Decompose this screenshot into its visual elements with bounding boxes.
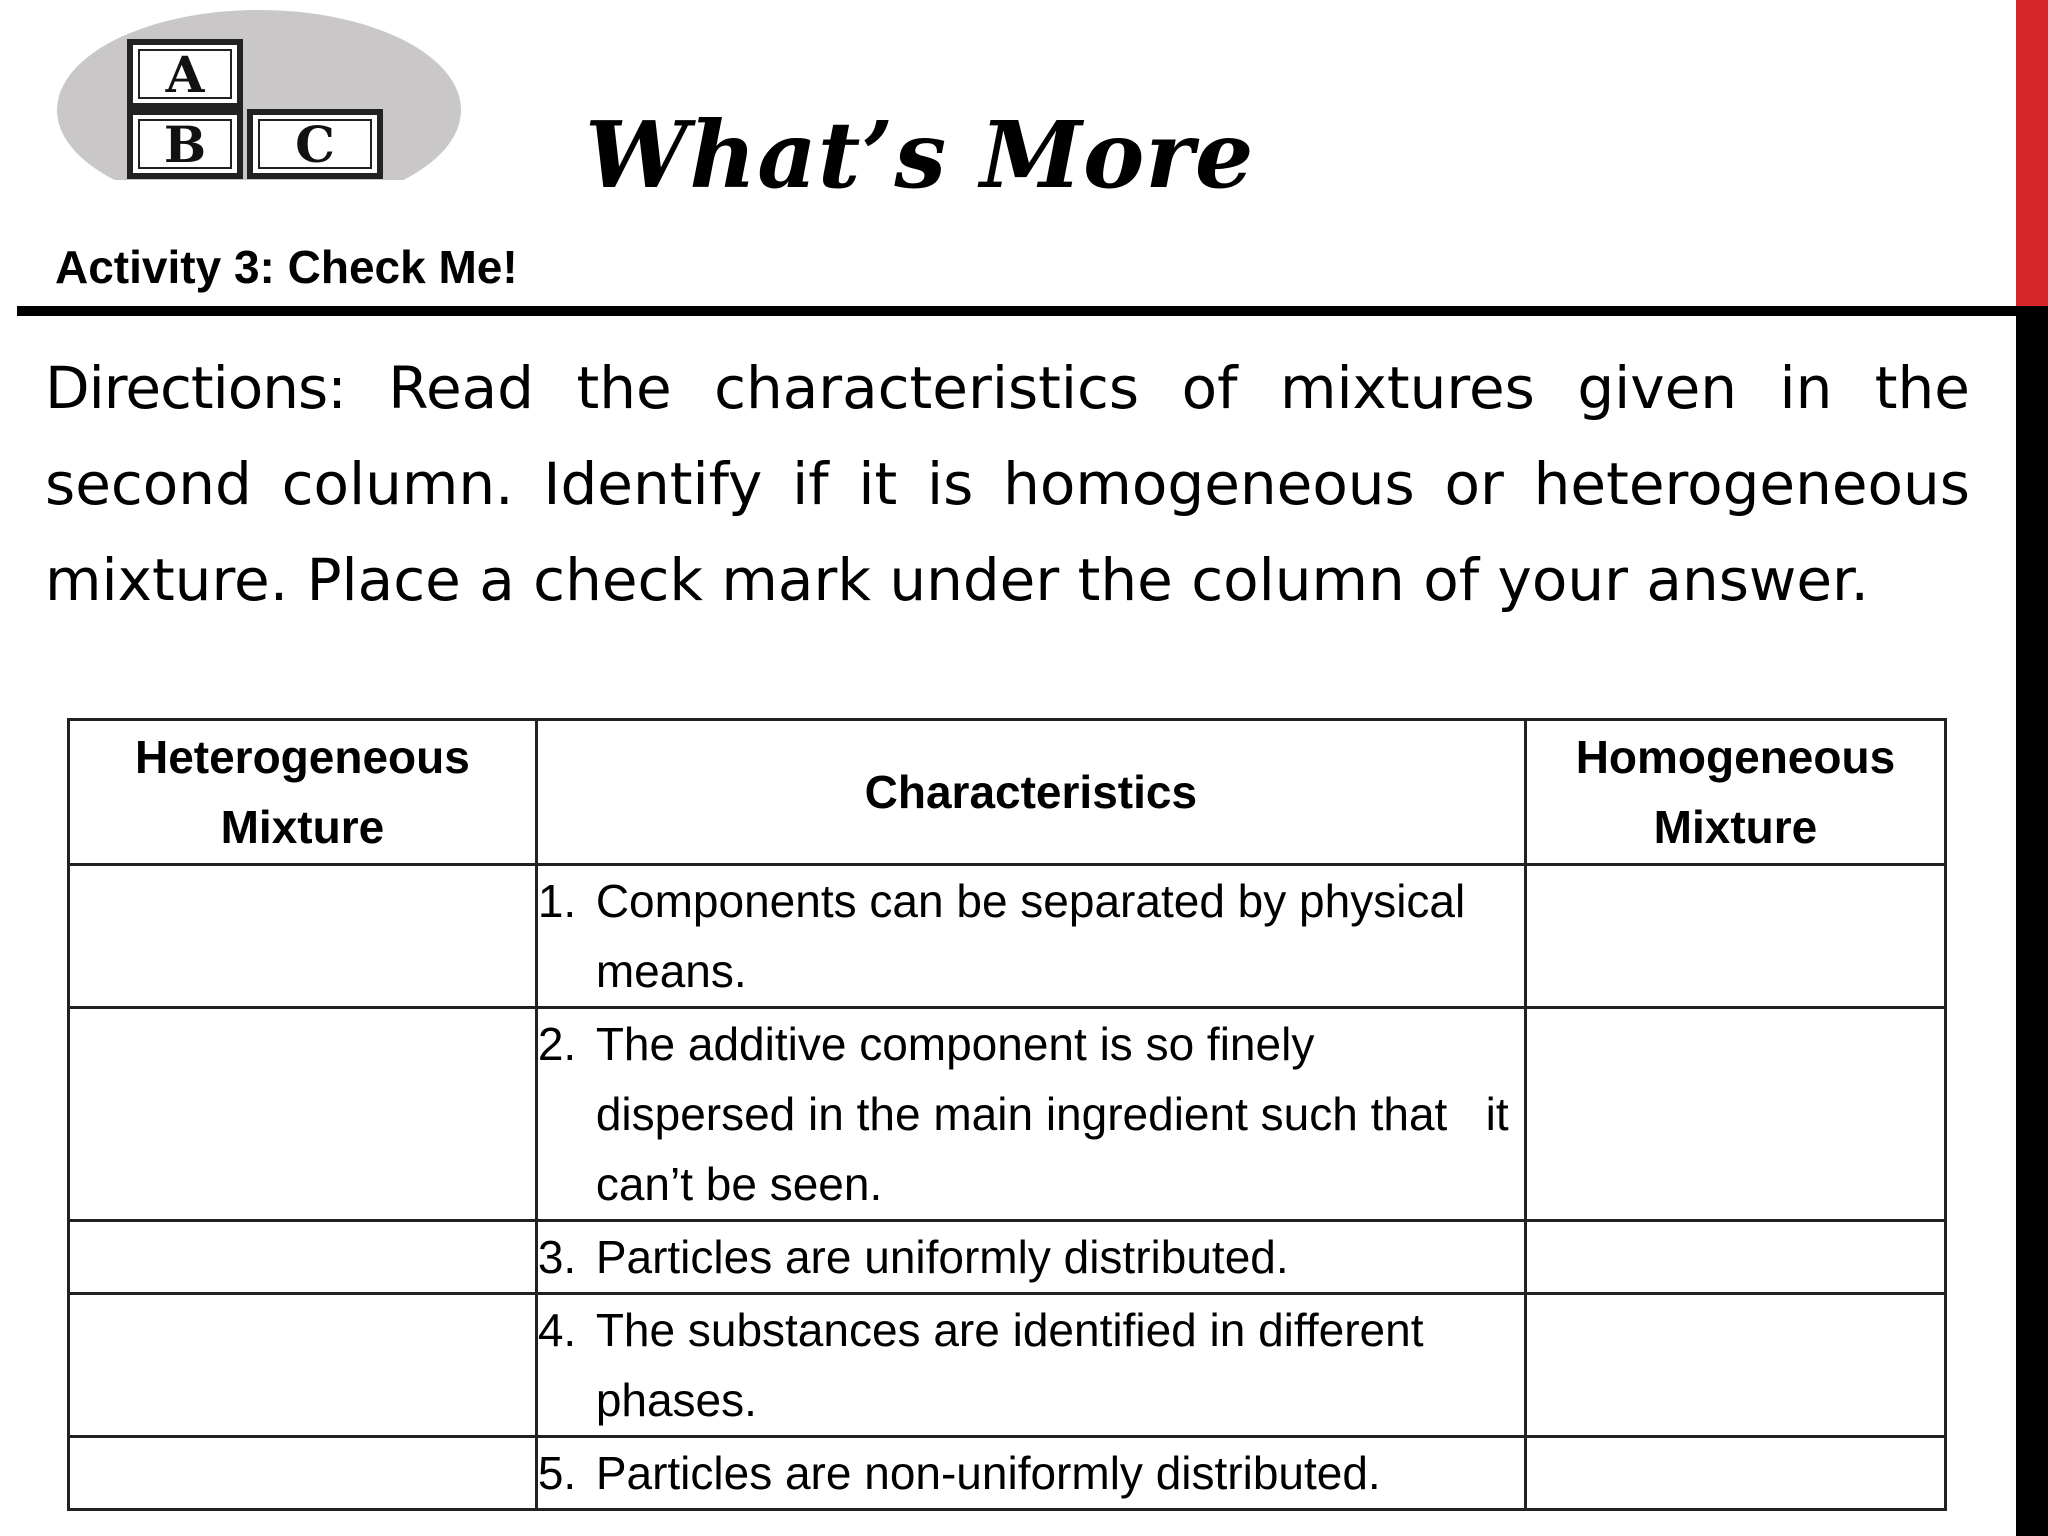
block-c-letter: C bbox=[295, 115, 335, 174]
item-number: 4. bbox=[537, 1304, 577, 1356]
activity-label: Activity 3: Check Me! bbox=[55, 241, 518, 293]
homogeneous-answer-cell[interactable] bbox=[1525, 865, 1945, 1008]
item-number: 2. bbox=[537, 1018, 577, 1070]
characteristic-cell bbox=[536, 1008, 1525, 1221]
block-c bbox=[250, 112, 380, 176]
edge-accent-red bbox=[2016, 0, 2048, 306]
characteristic-cell bbox=[536, 865, 1525, 1008]
directions-lead: Directions: bbox=[45, 354, 346, 422]
item-number: 3. bbox=[537, 1231, 577, 1283]
heterogeneous-answer-cell[interactable] bbox=[69, 1294, 537, 1437]
heterogeneous-answer-cell[interactable] bbox=[69, 1008, 537, 1221]
heterogeneous-answer-cell[interactable] bbox=[69, 1437, 537, 1510]
table-row bbox=[69, 1008, 1946, 1221]
page-title: What’s More bbox=[585, 101, 1255, 209]
table-row bbox=[69, 1294, 1946, 1437]
heterogeneous-answer-cell[interactable] bbox=[69, 1221, 537, 1294]
block-a bbox=[130, 42, 240, 106]
characteristic-cell bbox=[536, 1437, 1525, 1510]
edge-accent-black bbox=[2016, 306, 2048, 1536]
item-text: Components can be separated by physical means. bbox=[595, 875, 1479, 997]
block-b-letter: B bbox=[163, 115, 207, 174]
item-text: The additive component is so finely dispersed in the main ingredient such that it can’t be seen. bbox=[595, 1018, 1522, 1210]
characteristic-cell bbox=[536, 1221, 1525, 1294]
characteristic-cell bbox=[536, 1294, 1525, 1437]
header-heterogeneous: Heterogeneous Mixture bbox=[69, 720, 537, 865]
item-number: 1. bbox=[537, 875, 577, 927]
item-text: The substances are identified in different phases. bbox=[595, 1304, 1437, 1426]
table-row bbox=[69, 1221, 1946, 1294]
table-header-row bbox=[69, 720, 1946, 865]
homogeneous-answer-cell[interactable] bbox=[1525, 1437, 1945, 1510]
table-row bbox=[69, 1437, 1946, 1510]
characteristics-table bbox=[67, 718, 1947, 1511]
directions-text: Read the characteristics of mixtures given in the second column. Identify if it is homogeneous or heterogeneous mixture. Place a check mark under the column of your answer. bbox=[45, 354, 1970, 614]
header-homogeneous: Homogeneous Mixture bbox=[1525, 720, 1945, 865]
item-text: Particles are non-uniformly distributed. bbox=[595, 1447, 1381, 1499]
item-text: Particles are uniformly distributed. bbox=[595, 1231, 1289, 1283]
header-divider bbox=[17, 306, 2017, 316]
block-a-letter: A bbox=[165, 45, 205, 104]
homogeneous-answer-cell[interactable] bbox=[1525, 1008, 1945, 1221]
abc-blocks-icon bbox=[57, 10, 462, 180]
block-b bbox=[130, 112, 240, 176]
table-row bbox=[69, 865, 1946, 1008]
directions-paragraph bbox=[45, 340, 1970, 628]
homogeneous-answer-cell[interactable] bbox=[1525, 1294, 1945, 1437]
header-characteristics: Characteristics bbox=[536, 720, 1525, 865]
item-number: 5. bbox=[537, 1447, 577, 1499]
heterogeneous-answer-cell[interactable] bbox=[69, 865, 537, 1008]
homogeneous-answer-cell[interactable] bbox=[1525, 1221, 1945, 1294]
